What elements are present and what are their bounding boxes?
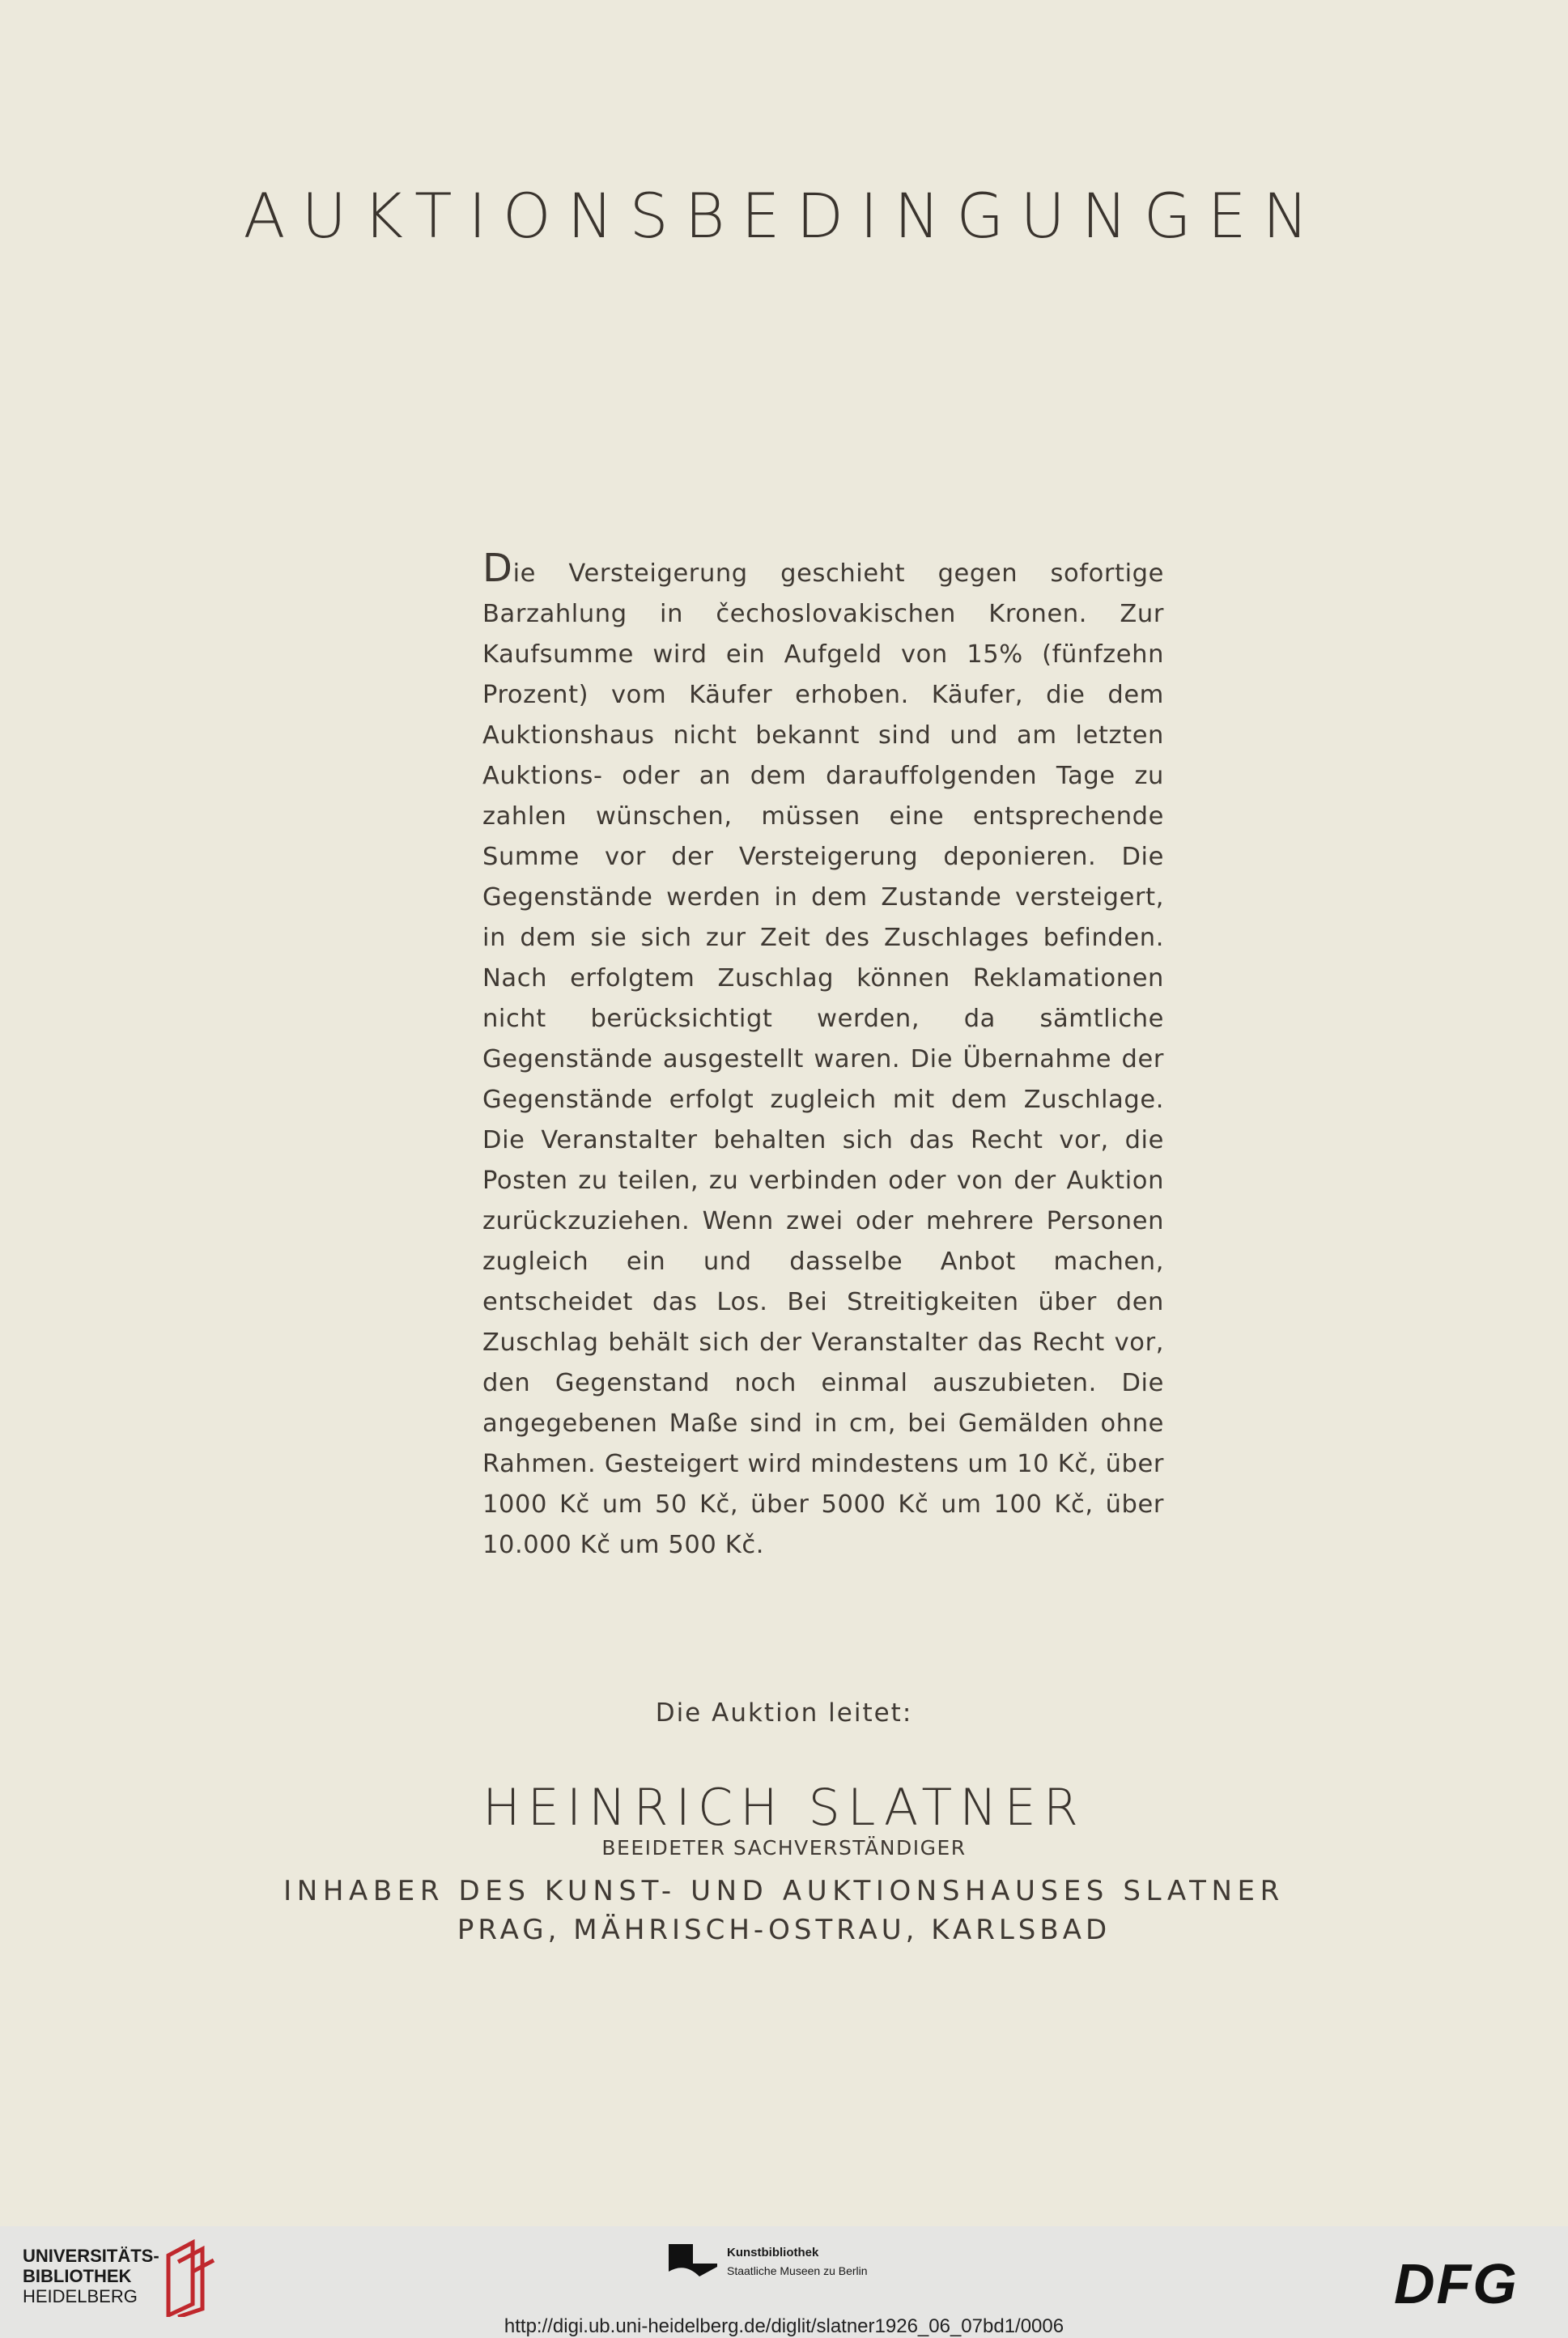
ub-logo-line: UNIVERSITÄTS- [23,2246,159,2266]
kunstbibliothek-name: Kunstbibliothek [727,2246,819,2259]
auctioneer-name: HEINRICH SLATNER [482,1778,1086,1837]
ub-logo-line: HEIDELBERG [23,2286,138,2306]
library-footer [0,2226,1568,2338]
page-title: AUKTIONSBEDINGUNGEN [243,180,1325,252]
permalink-url[interactable]: http://digi.ub.uni-heidelberg.de/diglit/slatner1926_06_07bd1/0006 [504,2315,1064,2337]
ub-book-icon [160,2239,217,2317]
ub-heidelberg-logo[interactable] [23,2246,159,2306]
auctioneer-role: BEEIDETER SACHVERSTÄNDIGER [601,1836,967,1860]
auctioneer-owner-line: INHABER DES KUNST- UND AUKTIONSHAUSES SLATNER [283,1875,1285,1907]
kunstbibliothek-logo-icon[interactable] [669,2244,717,2293]
dfg-logo[interactable]: DFG [1394,2252,1519,2315]
kunstbibliothek-subtitle: Staatliche Museen zu Berlin [727,2264,868,2277]
auctioneer-locations: PRAG, MÄHRISCH-OSTRAU, KARLSBAD [457,1914,1111,1946]
kunstbibliothek-label [727,2244,868,2280]
auction-lead-label: Die Auktion leitet: [655,1698,913,1728]
ub-logo-line: BIBLIOTHEK [23,2266,132,2286]
auction-conditions-text: Die Versteigerung geschieht gegen sofortige Barzahlung in čechoslovakischen Kronen. Zur Kaufsumme wird ein Aufgeld von 15% (fünfzehn Prozent) vom Käufer erhoben. Käufer, die dem Auktionshaus nicht bekannt sind und am letzten Auktions- oder an dem darauffolgenden Tage zu zahlen wünschen, müssen eine entsprechende Summe vor der Versteigerung deponieren. Die Gegenstände werden in dem Zustande versteigert, in dem sie sich zur Zeit des Zuschlages befinden. Nach erfolgtem Zuschlag können Reklamationen nicht berücksichtigt werden, da sämtliche Gegenstände ausgestellt waren. Die Übernahme der Gegenstände erfolgt zugleich mit dem Zuschlage. Die Veranstalter behalten sich das Recht vor, die Posten zu teilen, zu verbinden oder von der Auktion zurückzuziehen. Wenn zwei oder mehrere Personen zugleich ein und dasselbe Anbot machen, entscheidet das Los. Bei Streitigkeiten über den Zuschlag behält sich der Veranstalter das Recht vor, den Gegenstand noch einmal auszubieten. Die angegebenen Maße sind in cm, bei Gemälden ohne Rahmen. Gesteigert wird mindestens um 10 Kč, über 1000 Kč um 50 Kč, über 5000 Kč um 100 Kč, über 10.000 Kč um 500 Kč. [482,546,1164,1559]
